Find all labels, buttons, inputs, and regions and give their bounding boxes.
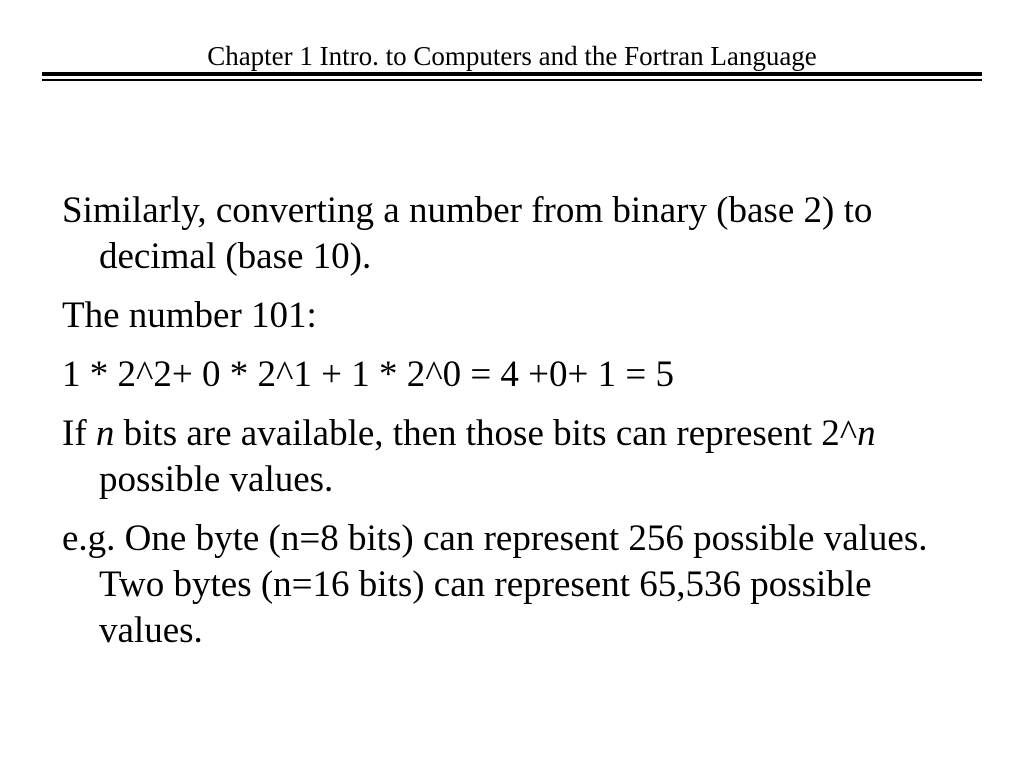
- slide-body-list: [62, 188, 962, 667]
- bullet-byte-example: [62, 516, 962, 654]
- bullet-text: 1 * 2^2+ 0 * 2^1 + 1 * 2^0 = 4 +0+ 1 = 5: [62, 354, 675, 395]
- variable-n: n: [857, 413, 876, 454]
- bullet-n-bits: [62, 411, 962, 503]
- variable-n: n: [95, 413, 115, 454]
- bullet-text: The number 101:: [62, 295, 317, 336]
- bullet-text: Similarly, converting a number from binary (base 2) to decimal (base 10).: [62, 190, 873, 277]
- bullet-text-part: If: [62, 413, 96, 454]
- header-rule-thick: [42, 72, 982, 76]
- bullet-text-part: bits are available, then those bits can represent 2^: [114, 413, 858, 454]
- bullet-calculation: [62, 352, 962, 398]
- chapter-header: Chapter 1 Intro. to Computers and the Fortran Language: [207, 41, 817, 71]
- header-rule-thin: [42, 79, 982, 81]
- bullet-number-101: [62, 293, 962, 339]
- bullet-binary-to-decimal: [62, 188, 962, 280]
- bullet-text-part: possible values.: [99, 459, 334, 500]
- bullet-text: e.g. One byte (n=8 bits) can represent 256 possible values. Two bytes (n=16 bits) can represent 65,536 possible values.: [62, 518, 928, 651]
